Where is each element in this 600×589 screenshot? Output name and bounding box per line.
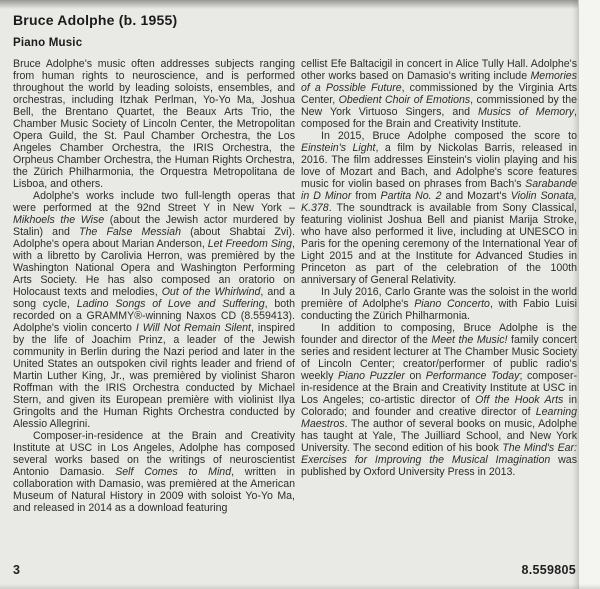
page-title: Bruce Adolphe (b. 1955) xyxy=(13,12,178,28)
page-number: 3 xyxy=(13,563,20,577)
paragraph: In addition to composing, Bruce Adolphe is the founder and director of the Meet the Music! family concert series and resident lecturer at The Chamber Music Society of Lincoln Center; creator/performer of public radio's weekly Piano Puzzler on Performance Today; composer-in-residence at the Brain and Creativity Institute at USC in Los Angeles; co-artistic director of Off the Hook Arts in Colorado; and founder and creative director of Learning Maestros. The author of several books on music, Adolphe has taught at Yale, The Juilliard School, and New York University. The second edition of his book The Mind's Ear: Exercises for Improving the Musical Imagination was published by Oxford University Press in 2013. xyxy=(301,322,578,478)
paragraph: Bruce Adolphe's music often addresses subjects ranging from human rights to neuroscience, and is performed throughout the world by leading soloists, ensembles, and orchestras, including Itzhak Perlman, Yo-Yo Ma, Joshua Bell, the Brentano Quartet, the Beaux Arts Trio, the Chamber Music Society of Lincoln Center, the Metropolitan Opera Guild, the St. Paul Chamber Orchestra, the Los Angeles Chamber Orchestra, the IRIS Orchestra, the Orpheus Chamber Orchestra, the Human Rights Orchestra, the Zürich Philharmonia, the Orquestra Metropolitana de Lisboa, and others. xyxy=(13,58,295,190)
paragraph: Composer-in-residence at the Brain and Creativity Institute at USC in Los Angeles, Adolphe has composed several works based on the writings of neuroscientist Antonio Damasio. Self Comes to Mind, written in collaboration with Damasio, was premièred at the American Museum of Natural History in 2009 with soloist Yo-Yo Ma, and released in 2014 as a download featuring xyxy=(13,430,296,514)
page-edge-strip xyxy=(578,0,600,589)
scan-shadow-bottom xyxy=(0,584,600,589)
paragraph: In July 2016, Carlo Grante was the soloist in the world première of Adolphe's Piano Concerto, with Fabio Luisi conducting the Zürich Philharmonia. xyxy=(301,286,577,322)
paragraph: Adolphe's works include two full-length operas that were performed at the 92nd Street Y in New York – Mikhoels the Wise (about the Jewish actor murdered by Stalin) and The False Messiah (about Shabtai Zvi). Adolphe's opera about Marian Anderson, Let Freedom Sing, with a libretto by Carolivia Herron, was premièred by the Washington National Opera and Washington Performing Arts Society. He has also composed an oratorio on Holocaust texts and melodies, Out of the Whirlwind, and a song cycle, Ladino Songs of Love and Suffering, both recorded on a GRAMMY®-winning Naxos CD (8.559413). Adolphe's violin concerto I Will Not Remain Silent, inspired by the life of Joachim Prinz, a leader of the Jewish community in Berlin during the Nazi period and later in the United States an outspoken civil rights leader and friend of Martin Luther King, Jr., was premièred by violinist Sharon Roffman with the IRIS Orchestra conducted by Michael Stern, and given its European première with violinist Ilya Gringolts and the Human Rights Orchestra conducted by Alessio Allegrini. xyxy=(13,190,296,430)
catalog-number: 8.559805 xyxy=(521,563,576,577)
page-subtitle: Piano Music xyxy=(13,37,83,49)
paragraph: cellist Efe Baltacigil in concert in Alice Tully Hall. Adolphe's other works based on Damasio's writing include Memories of a Possible Future, commissioned by the Virginia Arts Center, Obedient Choir of Emotions, commissioned by the New York Virtuoso Singers, and Musics of Memory, composed for the Brain and Creativity Institute. xyxy=(301,58,578,130)
paragraph: In 2015, Bruce Adolphe composed the score to Einstein's Light, a film by Nickolas Barris, released in 2016. The film addresses Einstein's violin playing and his love of Mozart and Bach, and Adolphe's score features music for violin based on phrases from Bach's Sarabande in D Minor from Partita No. 2 and Mozart's Violin Sonata, K.378. The soundtrack is available from Sony Classical, featuring violinist Joshua Bell and pianist Marija Stroke, who have also performed it live, including at UNESCO in Paris for the opening ceremony of the International Year of Light 2015 and at the Institute for Advanced Studies in Princeton as part of the celebration of the 100th anniversary of General Relativity. xyxy=(301,130,577,286)
header xyxy=(13,12,177,49)
right-column xyxy=(301,58,577,478)
footer xyxy=(13,563,576,577)
left-column xyxy=(13,58,295,514)
scan-shadow-top xyxy=(0,0,600,9)
